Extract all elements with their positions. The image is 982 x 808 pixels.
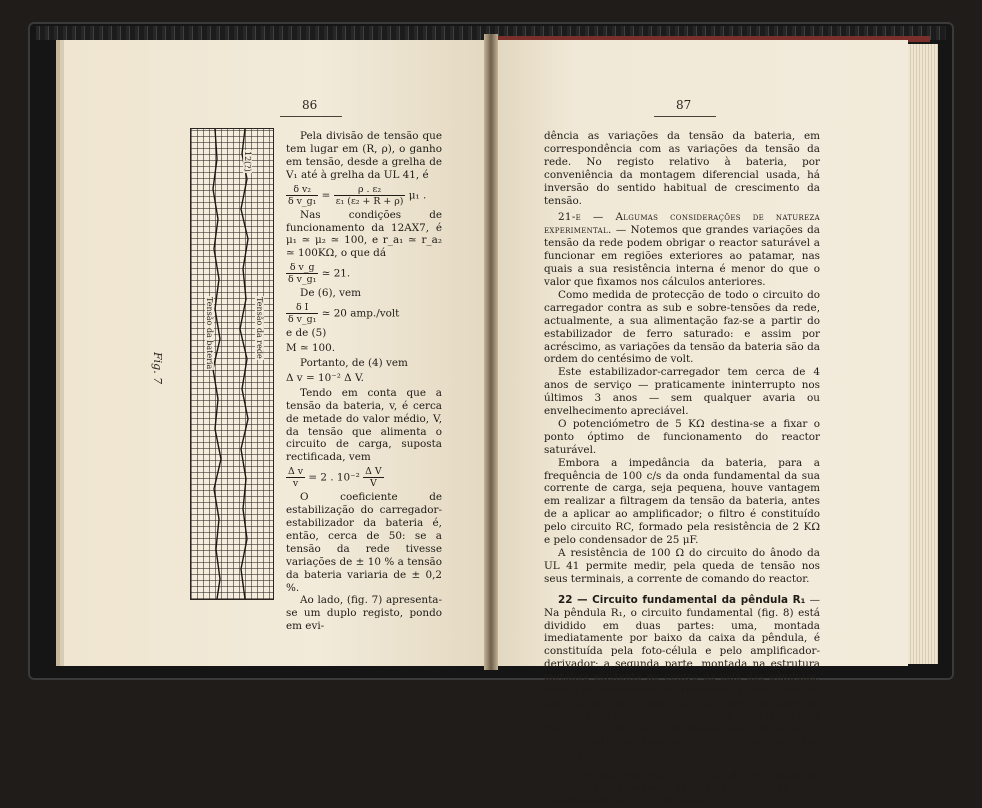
trace-rede: [240, 129, 248, 599]
eq6-mid: = 2 . 10⁻²: [308, 472, 359, 484]
paragraph: Portanto, de (4) vem: [286, 357, 442, 370]
section-body: — Na pêndula R₁, o circuito fundamental (fig. 8) está dividido em duas partes: uma, montada imediatamente por baixo da caixa da pêndula, é constituída pela foto-célula e pelo amplificador-derivador; a segunda parte, montada na estrutura metálica existente no centro da sala das pêndulas, consta do disparador-discriminador de impulsos, do distribuidor de sinais, do relé dos impulsos de conservação e respectivos circuitos associados e da fonte de carga do condensador dos impulsos. A ligação entre as duas partes faz-se por um cabo blindado.: [544, 594, 820, 761]
right-page-number: 87: [676, 98, 691, 112]
eq2-num: δ v_g: [286, 262, 318, 274]
paragraph: e de (5): [286, 327, 442, 340]
figure-annotation-top: 12(?): [243, 150, 252, 173]
paragraph: Embora a impedância da bateria, para a frequência de 100 c/s da onda fundamental da sua corrente de carga, seja pequena, houve vantagem em realizar a filtragem da tensão da bateria, antes de a aplicar ao amplificador; o filtro é constituído pelo circuito RC, formado pela resistência de 2 KΩ e pelo condensador de 25 μF.: [544, 457, 820, 547]
paragraph: Nas condições de funcionamento da 12AX7, é μ₁ ≃ μ₂ ≃ 100, e r_a₁ ≃ r_a₂ ≃ 100KΩ, o que dá: [286, 209, 442, 261]
paragraph: dência as variações da tensão da bateria, em correspondência com as variações da tensão da rede. No registo relativo à bateria, por conveniência da montagem diferencial usada, há inversão do sentido habitual de crescimento da tensão.: [544, 130, 820, 207]
paragraph: De (6), vem: [286, 287, 442, 300]
eq1-lhs-num: δ v₂: [286, 184, 318, 196]
equation-m: M ≃ 100.: [286, 342, 442, 355]
paragraph: Tendo em conta que a tensão da bateria, v, é cerca de metade do valor médio, V, da tensão que alimenta o circuito de carga, suposta rectificada, vem: [286, 387, 442, 464]
figure-7-traces: [191, 129, 273, 599]
equation-delta-v: Δ v = 10⁻² Δ V.: [286, 372, 442, 385]
paragraph: Ao lado, (fig. 7) apresenta-se um duplo registo, pondo em evi-: [286, 594, 442, 633]
equation-current: [286, 302, 442, 325]
page-block-edge: [908, 44, 938, 664]
figure-7-recording-chart: [190, 128, 274, 600]
paragraph: Como medida de protecção de todo o circuito do carregador contra as sub e sobre-tensões da rede, actualmente, a sua alimentação faz-se a partir do estabilizador de ferro saturado: e assim por acréscimo, as variações da tensão da bateria são da ordem do centésimo de volt.: [544, 289, 820, 366]
figure-7-caption: Fig. 7: [151, 352, 164, 384]
paragraph: O coeficiente de estabilização do carregador-estabilizador da bateria é, então, cerca de 50: se a tensão da rede tivesse variações de ± 10 % a tensão da bateria variaria de ± 0,2 %.: [286, 491, 442, 594]
eq3-den: δ v_g₁: [286, 314, 318, 325]
eq3-num: δ I: [286, 302, 318, 314]
eq6-lhs-num: Δ v: [286, 466, 305, 478]
eq1-tail: μ₁ .: [409, 189, 427, 201]
eq6-lhs-den: v: [286, 478, 305, 489]
section-heading: Célula foto-eléctrica: [558, 770, 669, 782]
trace-bateria: [213, 129, 221, 599]
eq1-rhs-num: ρ . ε₂: [334, 184, 406, 196]
left-page-text-column: [286, 130, 442, 633]
left-page-number: 86: [302, 98, 317, 112]
section-heading: 21-e — Algumas considerações de natureza experimental.: [544, 211, 820, 236]
section-heading: 22 — Circuito fundamental da pêndula R₁: [558, 594, 805, 606]
equation-ratio: [286, 262, 442, 285]
section-22: [544, 594, 820, 762]
section-body: — A luz de excitação da foto-célula provém de uma lâmpada de incandescência, com filamento: [544, 770, 820, 808]
equation-gain: $\frac{\text{δ v₂}}{\text{δ v\_g₁}}$ = $\frac{\text{ρ . ε₂}}{\text{ε₁ (ε₂ + R + ρ)}}$ μ₁ .: [286, 184, 442, 207]
eq2-den: δ v_g₁: [286, 274, 318, 285]
book-gutter: [484, 34, 498, 670]
paragraph: Pela divisão de tensão que tem lugar em (R, ρ), o ganho em tensão, desde a grelha de V₁ até à grelha da UL 41, é: [286, 130, 442, 182]
paragraph: Este estabilizador-carregador tem cerca de 4 anos de serviço — praticamente ininterrupto nos últimos 3 anos — sem qualquer avaria ou envelhecimento apreciável.: [544, 366, 820, 418]
section-body: — Notemos que grandes variações da tensão da rede podem obrigar o reactor saturável a funcionar em regiões exteriores ao patamar, nas quais a sua resistência interna é menor do que o valor que fixamos nos cálculos anteriores.: [544, 224, 820, 288]
eq3-tail: ≃ 20 amp./volt: [322, 308, 400, 320]
eq1-rhs-den: ε₁ (ε₂ + R + ρ): [334, 196, 406, 207]
equation-stabilization: [286, 466, 442, 489]
paragraph: A resistência de 100 Ω do circuito do ânodo da UL 41 permite medir, pela queda de tensão nos seus terminais, a corrente de comando do reactor.: [544, 547, 820, 586]
eq6-rhs-den: V: [363, 478, 384, 489]
section-21e: [544, 211, 820, 288]
eq2-tail: ≃ 21.: [322, 268, 351, 280]
paragraph: O potenciómetro de 5 KΩ destina-se a fixar o ponto óptimo de funcionamento do reactor saturável.: [544, 418, 820, 457]
right-page-text-column: [544, 130, 820, 808]
eq6-rhs-num: Δ V: [363, 466, 384, 478]
figure-annotation-rede: Tensão da rede: [255, 296, 264, 360]
eq1-lhs-den: δ v_g₁: [286, 196, 318, 207]
figure-annotation-bateria: Tensão da bateria: [205, 296, 214, 370]
section-photocell: [544, 770, 820, 808]
